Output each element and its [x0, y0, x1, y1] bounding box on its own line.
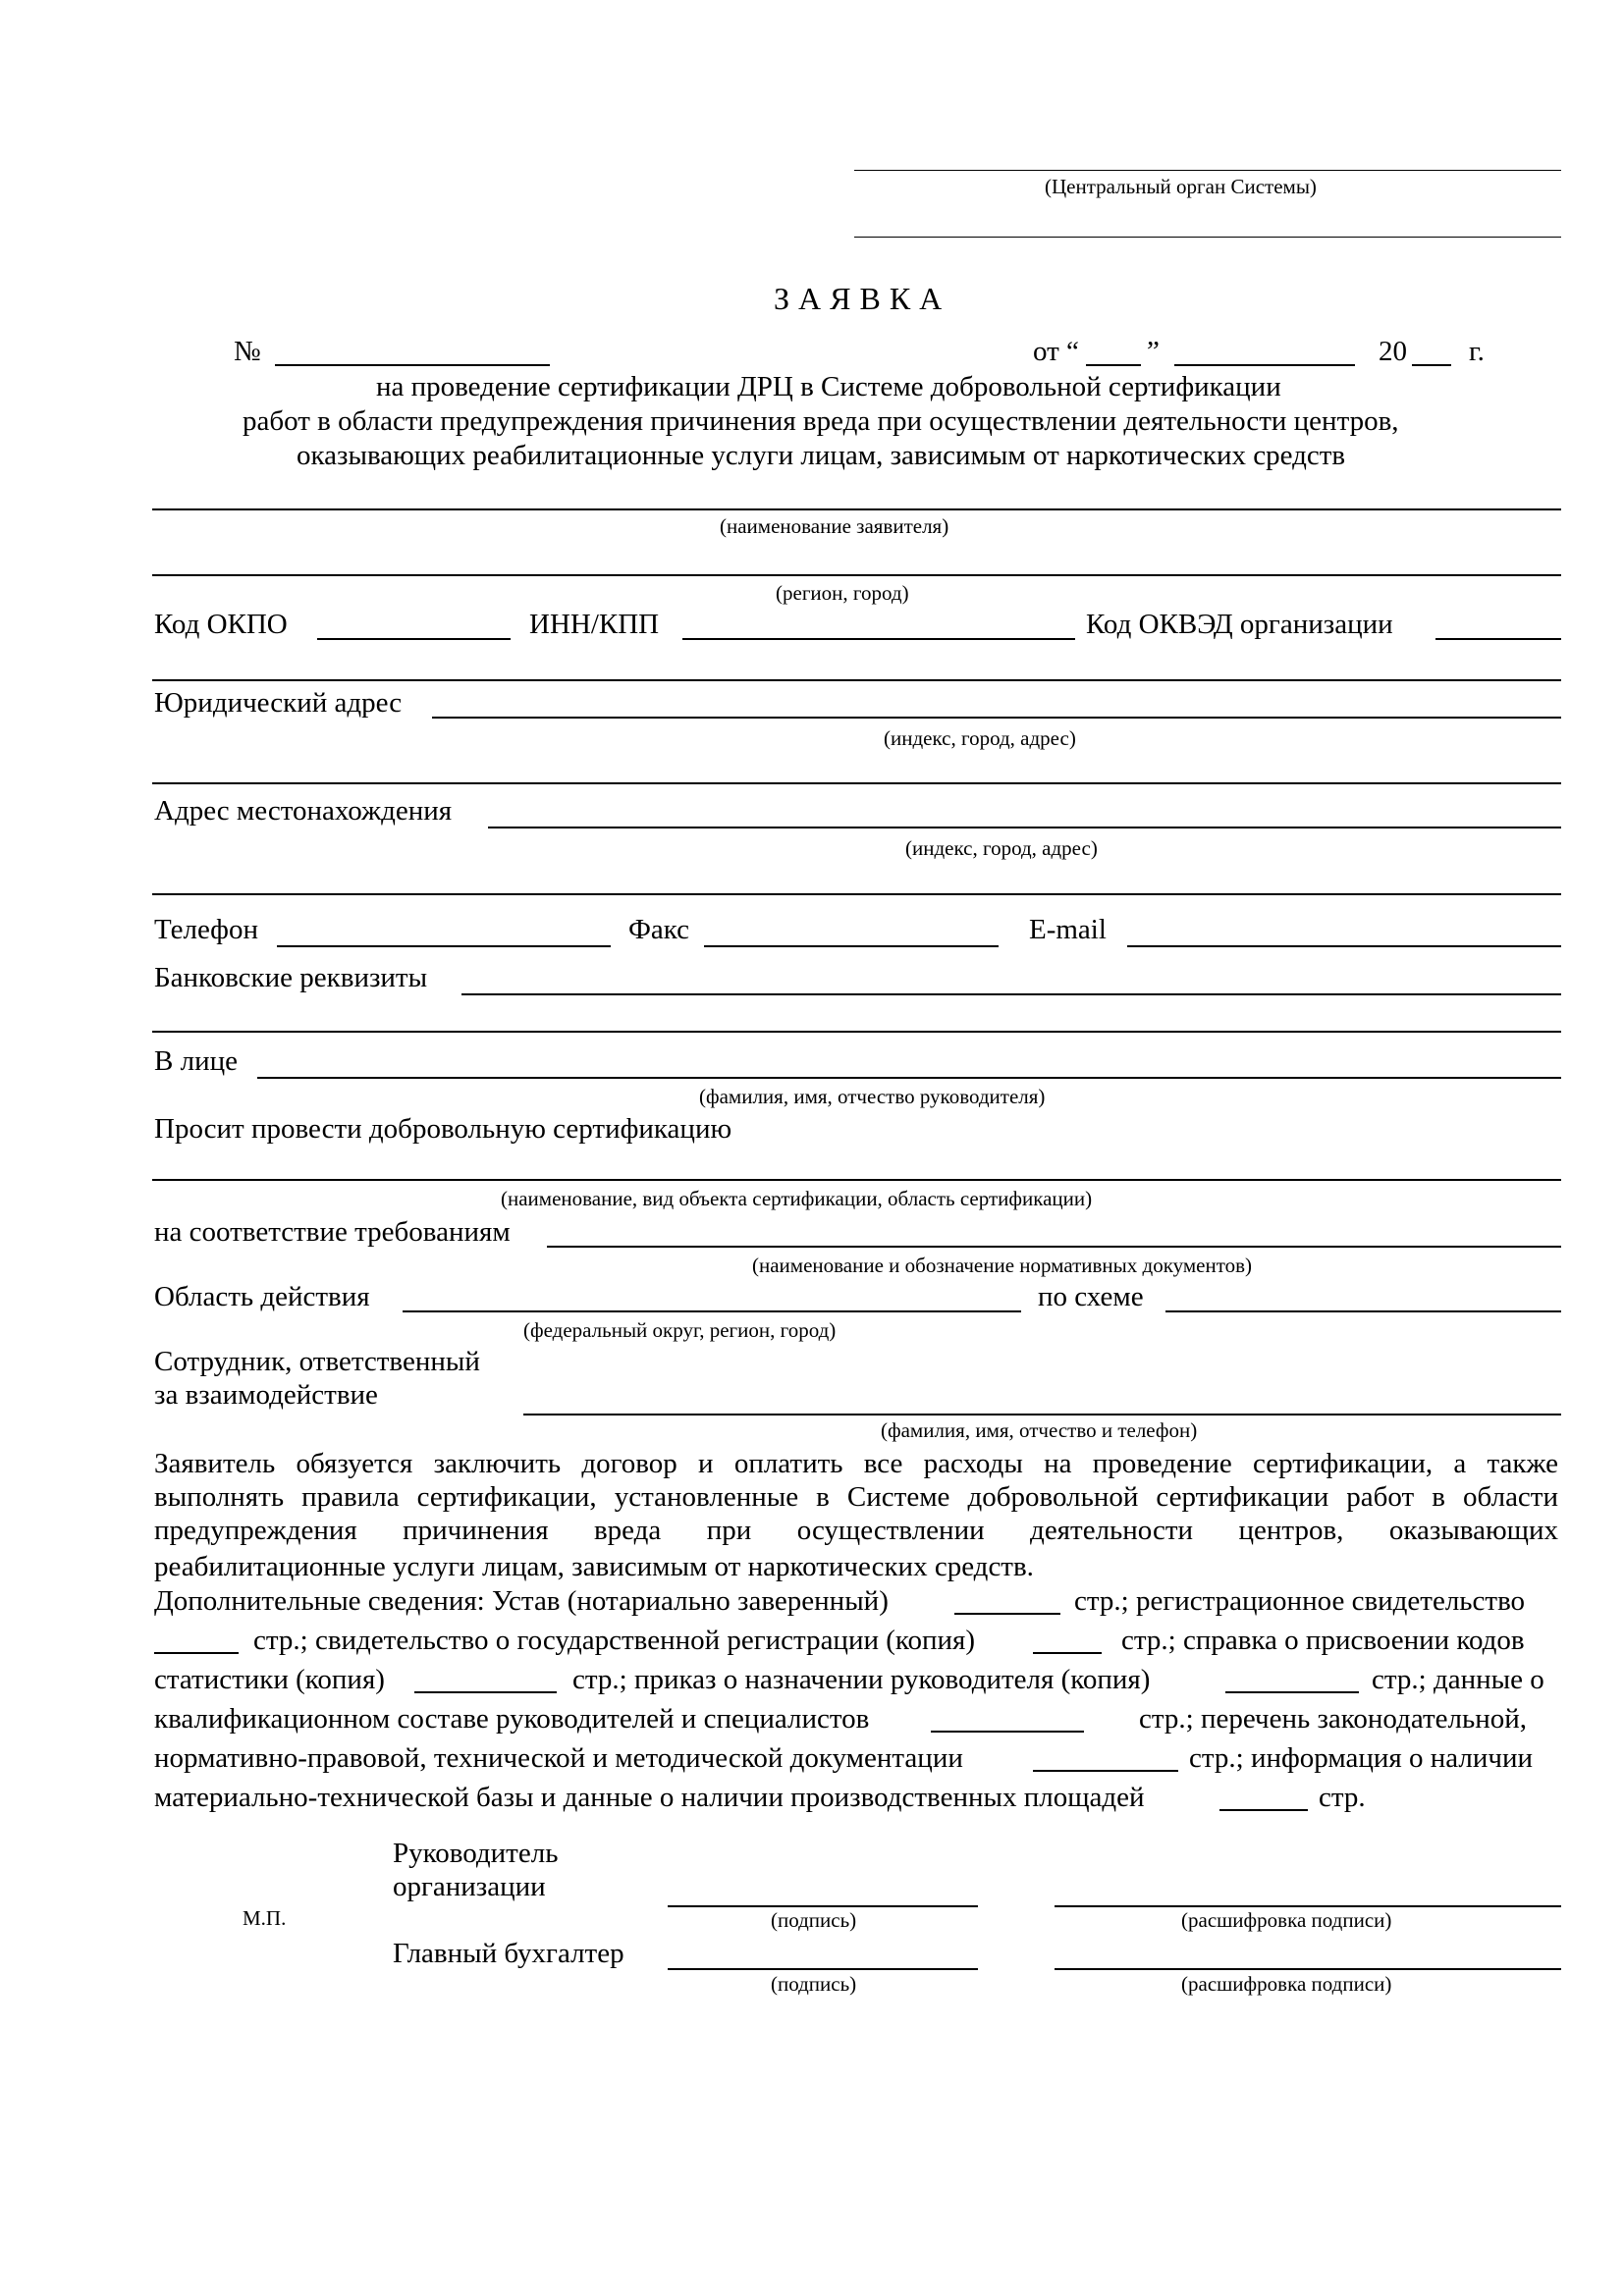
- additional-b1: стр.; свидетельство о государственной регистрации (копия): [253, 1625, 976, 1656]
- okved-label: Код ОКВЭД организации: [1086, 609, 1393, 640]
- applicant-name-field[interactable]: [152, 508, 1561, 510]
- region-field[interactable]: [152, 574, 1561, 576]
- state-registration-pages-field[interactable]: [1033, 1652, 1102, 1654]
- staff-qualification-pages-field[interactable]: [931, 1731, 1084, 1733]
- subtitle-line-2: работ в области предупреждения причинения вреда при осуществлении деятельности центров,: [243, 405, 1399, 437]
- additional-f1: материально-технической базы и данные о наличии производственных площадей: [154, 1782, 1145, 1813]
- inn-field[interactable]: [682, 638, 1075, 640]
- facilities-pages-field[interactable]: [1219, 1809, 1308, 1811]
- date-year-field[interactable]: [1412, 364, 1451, 366]
- email-field[interactable]: [1127, 945, 1561, 947]
- additional-b2: стр.; справка о присвоении кодов: [1121, 1625, 1525, 1656]
- registration-cert-pages-field[interactable]: [154, 1652, 239, 1654]
- additional-d2: стр.; перечень законодательной,: [1139, 1703, 1527, 1735]
- scope-caption: (федеральный округ, регион, город): [523, 1318, 837, 1342]
- compliance-field[interactable]: [547, 1246, 1561, 1248]
- employee-label-line-2: за взаимодействие: [154, 1379, 378, 1411]
- bank-details-field-2[interactable]: [152, 1031, 1561, 1033]
- accountant-signature-caption: (подпись): [771, 1972, 857, 1996]
- person-label: В лице: [154, 1045, 238, 1077]
- additional-a1: Дополнительные сведения: Устав (нотариально заверенный): [154, 1585, 889, 1617]
- legal-address-label: Юридический адрес: [154, 687, 403, 719]
- additional-e1: нормативно-правовой, технической и методической документации: [154, 1742, 963, 1774]
- location-field[interactable]: [488, 827, 1561, 828]
- employee-label-line-1: Сотрудник, ответственный: [154, 1346, 480, 1377]
- additional-e2: стр.; информация о наличии: [1189, 1742, 1534, 1774]
- head-label-line-1: Руководитель: [393, 1838, 559, 1869]
- compliance-caption: (наименование и обозначение нормативных документов): [752, 1254, 1253, 1277]
- scheme-field[interactable]: [1165, 1310, 1561, 1312]
- region-caption: (регион, город): [776, 581, 909, 605]
- subtitle-line-3: оказывающих реабилитационные услуги лицам, зависимым от наркотических средств: [297, 440, 1346, 471]
- person-field[interactable]: [257, 1077, 1561, 1079]
- application-number-field[interactable]: [275, 364, 550, 366]
- certification-object-caption: (наименование, вид объекта сертификации, область сертификации): [501, 1187, 1093, 1210]
- obligation-line-4: реабилитационные услуги лицам, зависимым от наркотических средств.: [154, 1551, 1034, 1582]
- additional-c3: стр.; данные о: [1372, 1664, 1544, 1695]
- year-prefix: 20: [1379, 336, 1407, 367]
- phone-field[interactable]: [277, 945, 611, 947]
- legal-address-field[interactable]: [432, 717, 1561, 719]
- number-label: №: [234, 336, 261, 367]
- legal-address-field-2[interactable]: [152, 782, 1561, 784]
- documentation-pages-field[interactable]: [1033, 1770, 1178, 1772]
- location-field-2[interactable]: [152, 893, 1561, 895]
- statistics-codes-pages-field[interactable]: [414, 1691, 557, 1693]
- scheme-label: по схеме: [1038, 1281, 1144, 1312]
- certification-object-field[interactable]: [152, 1179, 1561, 1181]
- obligation-line-1: Заявитель обязуется заключить договор и оплатить все расходы на проведение сертификации, а также: [154, 1448, 1558, 1479]
- request-text: Просит провести добровольную сертификацию: [154, 1113, 732, 1145]
- central-body-line-top[interactable]: [854, 170, 1561, 171]
- accountant-decoding-caption: (расшифровка подписи): [1181, 1972, 1392, 1996]
- employee-caption: (фамилия, имя, отчество и телефон): [881, 1418, 1198, 1442]
- legal-address-caption: (индекс, город, адрес): [884, 726, 1076, 750]
- location-label: Адрес местонахождения: [154, 795, 453, 827]
- person-caption: (фамилия, имя, отчество руководителя): [699, 1085, 1046, 1108]
- employee-field[interactable]: [523, 1414, 1561, 1415]
- fax-field[interactable]: [704, 945, 999, 947]
- subtitle-line-1: на проведение сертификации ДРЦ в Системе добровольной сертификации: [376, 371, 1281, 402]
- central-body-caption: (Центральный орган Системы): [1045, 175, 1317, 198]
- date-day-field[interactable]: [1086, 364, 1141, 366]
- central-body-line-bottom[interactable]: [854, 237, 1561, 238]
- additional-f2: стр.: [1319, 1782, 1366, 1813]
- date-quote-close: ”: [1147, 336, 1160, 367]
- head-signature-field[interactable]: [668, 1905, 978, 1907]
- location-caption: (индекс, город, адрес): [905, 836, 1098, 860]
- charter-pages-field[interactable]: [954, 1613, 1060, 1615]
- document-title: ЗАЯВКА: [774, 281, 951, 316]
- fax-label: Факс: [628, 914, 690, 945]
- separator-line: [152, 679, 1561, 681]
- bank-details-field[interactable]: [461, 993, 1561, 995]
- okpo-label: Код ОКПО: [154, 609, 288, 640]
- head-decoding-field[interactable]: [1055, 1905, 1561, 1907]
- stamp-label: М.П.: [243, 1906, 287, 1930]
- bank-details-label: Банковские реквизиты: [154, 962, 428, 993]
- accountant-signature-field[interactable]: [668, 1968, 978, 1970]
- compliance-label: на соответствие требованиям: [154, 1216, 511, 1248]
- inn-label: ИНН/КПП: [529, 609, 660, 640]
- accountant-decoding-field[interactable]: [1055, 1968, 1561, 1970]
- applicant-name-caption: (наименование заявителя): [720, 514, 949, 538]
- obligation-line-3: предупреждения причинения вреда при осуществлении деятельности центров, оказывающих: [154, 1515, 1558, 1546]
- additional-d1: квалификационном составе руководителей и специалистов: [154, 1703, 870, 1735]
- director-order-pages-field[interactable]: [1225, 1691, 1359, 1693]
- head-decoding-caption: (расшифровка подписи): [1181, 1908, 1392, 1932]
- head-label-line-2: организации: [393, 1871, 546, 1902]
- scope-label: Область действия: [154, 1281, 370, 1312]
- okved-field[interactable]: [1435, 638, 1561, 640]
- head-signature-caption: (подпись): [771, 1908, 857, 1932]
- additional-a2: стр.; регистрационное свидетельство: [1074, 1585, 1526, 1617]
- additional-c2: стр.; приказ о назначении руководителя (копия): [572, 1664, 1151, 1695]
- date-month-field[interactable]: [1174, 364, 1355, 366]
- year-suffix: г.: [1469, 336, 1485, 367]
- accountant-label: Главный бухгалтер: [393, 1938, 624, 1969]
- email-label: E-mail: [1029, 914, 1107, 945]
- phone-label: Телефон: [154, 914, 258, 945]
- scope-field[interactable]: [403, 1310, 1021, 1312]
- okpo-field[interactable]: [317, 638, 511, 640]
- date-prefix: от “: [1033, 336, 1079, 367]
- additional-c1: статистики (копия): [154, 1664, 385, 1695]
- obligation-line-2: выполнять правила сертификации, установленные в Системе добровольной сертификации работ в области: [154, 1481, 1558, 1513]
